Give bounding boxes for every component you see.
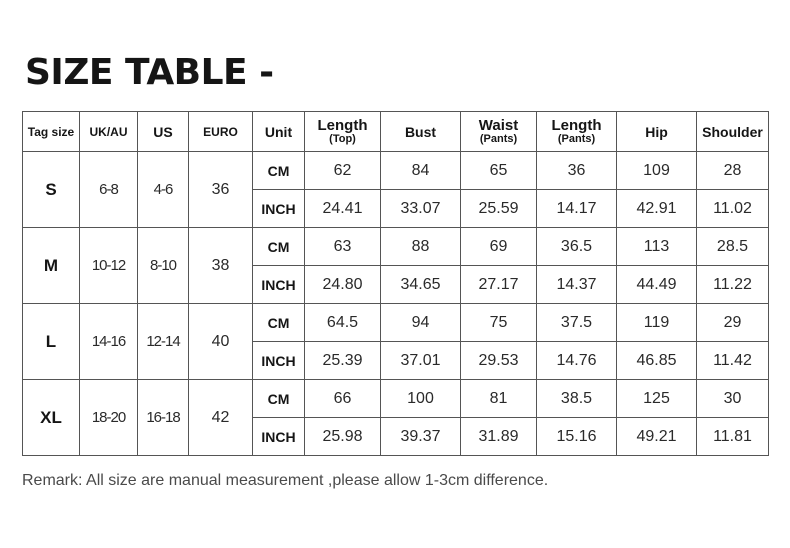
- tag-size-cell: XL: [23, 380, 80, 456]
- length-pants-cell: 38.5: [537, 380, 617, 418]
- euro-cell: 40: [189, 304, 253, 380]
- shoulder-cell: 11.02: [697, 190, 769, 228]
- waist-cell: 29.53: [461, 342, 537, 380]
- us-cell: 4-6: [138, 152, 189, 228]
- header-unit: Unit: [253, 112, 305, 152]
- shoulder-cell: 29: [697, 304, 769, 342]
- table-row: [23, 152, 769, 190]
- euro-cell: 42: [189, 380, 253, 456]
- bust-cell: 34.65: [381, 266, 461, 304]
- table-row: [23, 228, 769, 266]
- waist-cell: 65: [461, 152, 537, 190]
- length-pants-cell: 14.37: [537, 266, 617, 304]
- size-table: [22, 111, 769, 456]
- euro-cell: 36: [189, 152, 253, 228]
- header-hip: Hip: [617, 112, 697, 152]
- us-cell: 8-10: [138, 228, 189, 304]
- length-top-cell: 25.39: [305, 342, 381, 380]
- length-top-cell: 24.41: [305, 190, 381, 228]
- bust-cell: 94: [381, 304, 461, 342]
- remark-note: Remark: All size are manual measurement ,please allow 1-3cm difference.: [22, 472, 549, 489]
- header-length-pants-label: Length: [551, 117, 602, 134]
- hip-cell: 49.21: [617, 418, 697, 456]
- shoulder-cell: 28.5: [697, 228, 769, 266]
- hip-cell: 46.85: [617, 342, 697, 380]
- length-top-cell: 25.98: [305, 418, 381, 456]
- header-length-pants-sub: (Pants): [557, 133, 596, 145]
- waist-cell: 69: [461, 228, 537, 266]
- tag-size-cell: L: [23, 304, 80, 380]
- unit-cell: CM: [253, 228, 305, 266]
- unit-cell: CM: [253, 380, 305, 418]
- hip-cell: 125: [617, 380, 697, 418]
- page-title: SIZE TABLE -: [25, 52, 274, 93]
- length-top-cell: 24.80: [305, 266, 381, 304]
- unit-cell: CM: [253, 152, 305, 190]
- us-cell: 16-18: [138, 380, 189, 456]
- uk-au-cell: 6-8: [80, 152, 138, 228]
- hip-cell: 119: [617, 304, 697, 342]
- shoulder-cell: 30: [697, 380, 769, 418]
- length-top-cell: 63: [305, 228, 381, 266]
- hip-cell: 109: [617, 152, 697, 190]
- table-row: [23, 380, 769, 418]
- uk-au-cell: 10-12: [80, 228, 138, 304]
- unit-cell: INCH: [253, 266, 305, 304]
- header-tag-size: Tag size: [23, 112, 80, 152]
- length-pants-cell: 14.17: [537, 190, 617, 228]
- length-top-cell: 66: [305, 380, 381, 418]
- shoulder-cell: 11.42: [697, 342, 769, 380]
- length-top-cell: 62: [305, 152, 381, 190]
- length-pants-cell: 36: [537, 152, 617, 190]
- table-row: [23, 304, 769, 342]
- bust-cell: 84: [381, 152, 461, 190]
- length-pants-cell: 15.16: [537, 418, 617, 456]
- length-pants-cell: 14.76: [537, 342, 617, 380]
- unit-cell: INCH: [253, 342, 305, 380]
- header-waist-sub: (Pants): [479, 133, 518, 145]
- bust-cell: 37.01: [381, 342, 461, 380]
- waist-cell: 31.89: [461, 418, 537, 456]
- unit-cell: INCH: [253, 418, 305, 456]
- us-cell: 12-14: [138, 304, 189, 380]
- header-waist: [461, 112, 537, 152]
- waist-cell: 27.17: [461, 266, 537, 304]
- bust-cell: 88: [381, 228, 461, 266]
- euro-cell: 38: [189, 228, 253, 304]
- shoulder-cell: 11.22: [697, 266, 769, 304]
- header-length-top: [305, 112, 381, 152]
- bust-cell: 100: [381, 380, 461, 418]
- header-bust: Bust: [381, 112, 461, 152]
- waist-cell: 81: [461, 380, 537, 418]
- header-euro: EURO: [189, 112, 253, 152]
- hip-cell: 42.91: [617, 190, 697, 228]
- header-row: [23, 112, 769, 152]
- header-length-top-sub: (Top): [329, 133, 356, 145]
- length-pants-cell: 37.5: [537, 304, 617, 342]
- tag-size-cell: S: [23, 152, 80, 228]
- hip-cell: 44.49: [617, 266, 697, 304]
- uk-au-cell: 14-16: [80, 304, 138, 380]
- header-shoulder: Shoulder: [697, 112, 769, 152]
- header-length-top-label: Length: [317, 117, 368, 134]
- header-length-pants: [537, 112, 617, 152]
- length-top-cell: 64.5: [305, 304, 381, 342]
- shoulder-cell: 28: [697, 152, 769, 190]
- uk-au-cell: 18-20: [80, 380, 138, 456]
- waist-cell: 25.59: [461, 190, 537, 228]
- shoulder-cell: 11.81: [697, 418, 769, 456]
- header-us: US: [138, 112, 189, 152]
- tag-size-cell: M: [23, 228, 80, 304]
- unit-cell: CM: [253, 304, 305, 342]
- hip-cell: 113: [617, 228, 697, 266]
- header-waist-label: Waist: [478, 117, 519, 134]
- header-uk-au: UK/AU: [80, 112, 138, 152]
- waist-cell: 75: [461, 304, 537, 342]
- bust-cell: 33.07: [381, 190, 461, 228]
- unit-cell: INCH: [253, 190, 305, 228]
- bust-cell: 39.37: [381, 418, 461, 456]
- length-pants-cell: 36.5: [537, 228, 617, 266]
